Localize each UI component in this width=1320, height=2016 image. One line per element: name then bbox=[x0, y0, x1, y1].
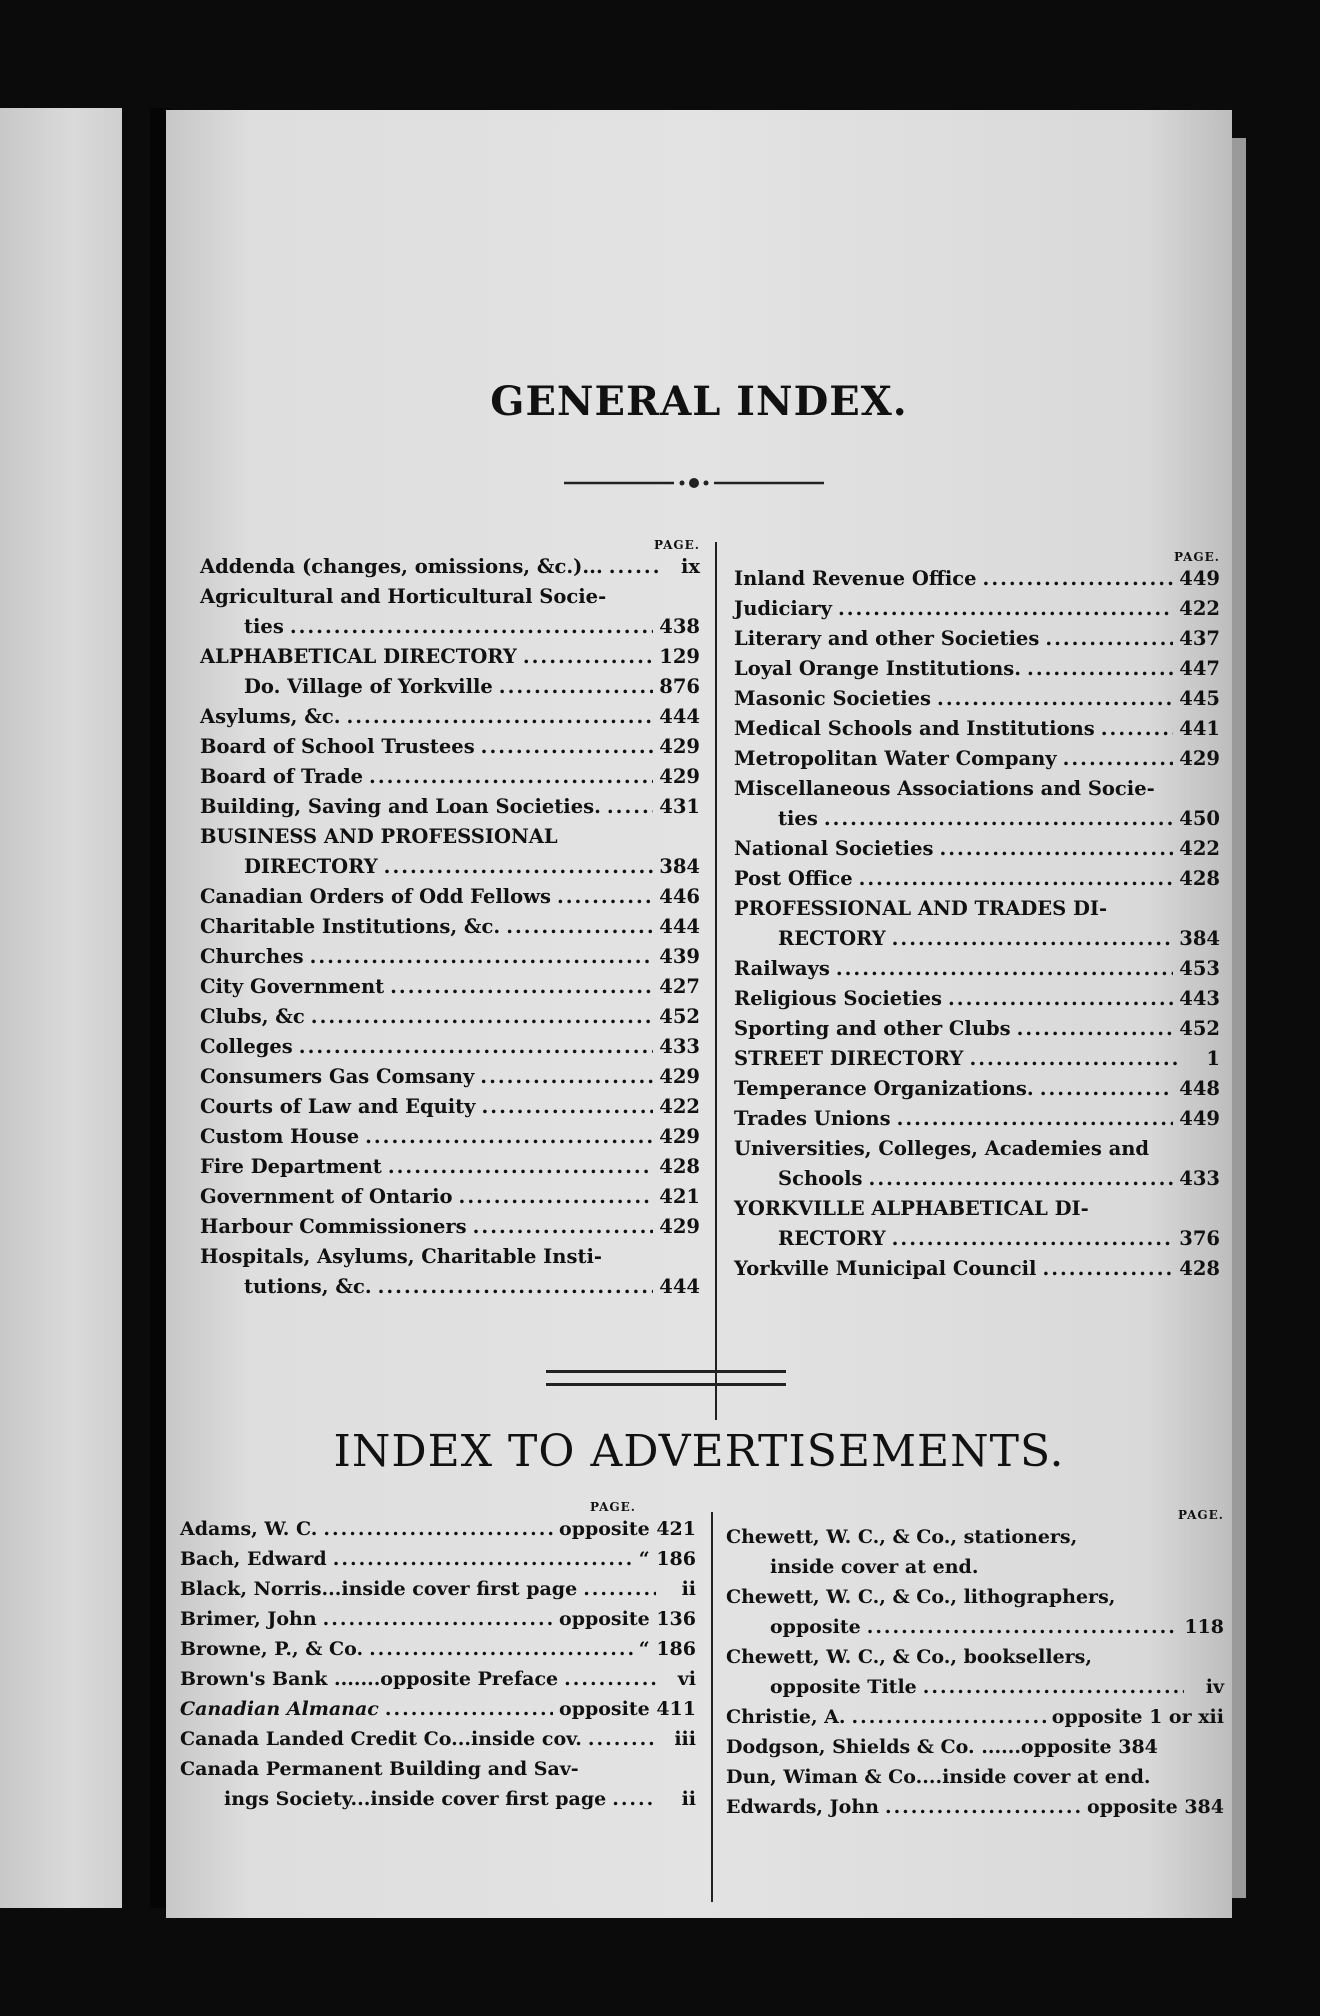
dot-leader bbox=[311, 1002, 654, 1032]
entry-label: Christie, A. bbox=[726, 1706, 846, 1728]
entry-page-number: 433 bbox=[659, 1035, 700, 1058]
entry-label: PROFESSIONAL AND TRADES DI- bbox=[734, 897, 1108, 920]
entry-page-number: 429 bbox=[659, 1125, 700, 1148]
dot-leader bbox=[369, 1634, 633, 1664]
entry-label: Medical Schools and Institutions bbox=[734, 717, 1095, 740]
entry-page-number: 446 bbox=[659, 885, 700, 908]
entry-label: inside cover at end. bbox=[770, 1556, 979, 1578]
index-entry bbox=[726, 1732, 1224, 1762]
entry-page-number: 431 bbox=[659, 795, 700, 818]
entry-page-number: 441 bbox=[1179, 717, 1220, 740]
dot-leader bbox=[290, 612, 653, 642]
entry-page-number: 429 bbox=[659, 735, 700, 758]
column-divider bbox=[711, 1512, 713, 1902]
entry-label: Asylums, &c. bbox=[200, 705, 341, 728]
index-entry bbox=[726, 1582, 1224, 1612]
index-entry bbox=[734, 1104, 1220, 1134]
entry-label: Clubs, &c bbox=[200, 1005, 305, 1028]
index-entry bbox=[734, 564, 1220, 594]
entry-label: Government of Ontario bbox=[200, 1185, 453, 1208]
entry-page-number: 438 bbox=[659, 615, 700, 638]
index-entry bbox=[734, 894, 1220, 924]
dot-leader bbox=[481, 732, 654, 762]
dot-leader bbox=[612, 1784, 656, 1814]
index-entry bbox=[734, 1224, 1220, 1254]
entry-label: National Societies bbox=[734, 837, 934, 860]
entry-page-number: opposite 1 or xii bbox=[1051, 1706, 1224, 1728]
general-index-right-column bbox=[734, 550, 1220, 1284]
entry-label: Inland Revenue Office bbox=[734, 567, 977, 590]
entry-label: Sporting and other Clubs bbox=[734, 1017, 1011, 1040]
entry-page-number: 439 bbox=[659, 945, 700, 968]
index-entry bbox=[734, 684, 1220, 714]
index-entry bbox=[726, 1702, 1224, 1732]
entry-page-number: 429 bbox=[659, 1065, 700, 1088]
index-entry bbox=[734, 714, 1220, 744]
dot-leader bbox=[1063, 744, 1174, 774]
entry-label: Post Office bbox=[734, 867, 853, 890]
section-divider bbox=[546, 1370, 786, 1386]
entry-page-number: 129 bbox=[659, 645, 700, 668]
index-entry bbox=[200, 762, 700, 792]
entry-page-number: 428 bbox=[1179, 867, 1220, 890]
dot-leader bbox=[937, 684, 1173, 714]
entry-page-number: 428 bbox=[659, 1155, 700, 1178]
index-entry bbox=[726, 1522, 1224, 1552]
dot-leader bbox=[523, 642, 653, 672]
index-entry bbox=[200, 942, 700, 972]
entry-label: STREET DIRECTORY bbox=[734, 1047, 964, 1070]
entry-label: Board of Trade bbox=[200, 765, 364, 788]
entry-label: Colleges bbox=[200, 1035, 293, 1058]
dot-leader bbox=[384, 852, 654, 882]
advertisements-right-column bbox=[726, 1508, 1224, 1822]
entry-page-number: 448 bbox=[1179, 1077, 1220, 1100]
index-entry bbox=[734, 1164, 1220, 1194]
dot-leader bbox=[365, 1122, 653, 1152]
dot-leader bbox=[1027, 654, 1173, 684]
index-entry bbox=[734, 1014, 1220, 1044]
index-entry bbox=[200, 972, 700, 1002]
index-entry bbox=[200, 552, 700, 582]
entry-label: Masonic Societies bbox=[734, 687, 932, 710]
entry-page-number: 421 bbox=[659, 1185, 700, 1208]
dot-leader bbox=[1101, 714, 1174, 744]
entry-page-number: 422 bbox=[1179, 597, 1220, 620]
dot-leader bbox=[923, 1672, 1184, 1702]
dot-leader bbox=[473, 1212, 654, 1242]
entry-label: Dodgson, Shields & Co. ......opposite 384 bbox=[726, 1736, 1158, 1758]
entry-label: DIRECTORY bbox=[244, 855, 378, 878]
entry-label: Miscellaneous Associations and Socie- bbox=[734, 777, 1155, 800]
entry-page-number: opposite 136 bbox=[559, 1608, 696, 1630]
entry-label: RECTORY bbox=[778, 927, 886, 950]
entry-label: Canada Permanent Building and Sav- bbox=[180, 1758, 579, 1780]
entry-page-number: 450 bbox=[1179, 807, 1220, 830]
entry-label: Fire Department bbox=[200, 1155, 382, 1178]
entry-page-number: 433 bbox=[1179, 1167, 1220, 1190]
index-entry bbox=[200, 1272, 700, 1302]
entry-label: Temperance Organizations. bbox=[734, 1077, 1034, 1100]
dot-leader bbox=[885, 1792, 1081, 1822]
entry-label: Building, Saving and Loan Societies. bbox=[200, 795, 601, 818]
entry-page-number: “ 186 bbox=[638, 1638, 696, 1660]
index-entry bbox=[734, 624, 1220, 654]
entry-label: Chewett, W. C., & Co., booksellers, bbox=[726, 1646, 1092, 1668]
page-column-heading: PAGE. bbox=[589, 1500, 636, 1514]
entry-label: Trades Unions bbox=[734, 1107, 891, 1130]
entry-label: Courts of Law and Equity bbox=[200, 1095, 476, 1118]
entry-page-number: opposite 411 bbox=[559, 1698, 696, 1720]
dot-leader bbox=[299, 1032, 654, 1062]
dot-leader bbox=[459, 1182, 654, 1212]
index-entry bbox=[726, 1552, 1224, 1582]
entry-page-number: 452 bbox=[659, 1005, 700, 1028]
entry-page-number: ix bbox=[680, 555, 700, 578]
index-entry bbox=[180, 1664, 696, 1694]
dot-leader bbox=[1042, 1254, 1173, 1284]
index-entry bbox=[200, 1152, 700, 1182]
entry-label: Addenda (changes, omissions, &c.)... bbox=[200, 555, 603, 578]
entry-page-number: vi bbox=[677, 1668, 696, 1690]
entry-label: Canadian Orders of Odd Fellows bbox=[200, 885, 551, 908]
entry-page-number: 876 bbox=[659, 675, 700, 698]
entry-page-number: 443 bbox=[1179, 987, 1220, 1010]
dot-leader bbox=[499, 672, 653, 702]
entry-page-number: 118 bbox=[1184, 1616, 1224, 1638]
entry-label: Custom House bbox=[200, 1125, 360, 1148]
dot-leader bbox=[892, 924, 1174, 954]
entry-label: Dun, Wiman & Co....inside cover at end. bbox=[726, 1766, 1151, 1788]
dot-leader bbox=[310, 942, 654, 972]
index-entry bbox=[180, 1754, 696, 1784]
entry-page-number: 444 bbox=[659, 705, 700, 728]
entry-label: Harbour Commissioners bbox=[200, 1215, 467, 1238]
entry-label: Railways bbox=[734, 957, 830, 980]
entry-label: Universities, Colleges, Academies and bbox=[734, 1137, 1150, 1160]
index-entry bbox=[200, 1062, 700, 1092]
entry-label: Judiciary bbox=[734, 597, 832, 620]
index-entry bbox=[734, 804, 1220, 834]
page-column-heading: PAGE. bbox=[1177, 1508, 1224, 1522]
entry-label: Canada Landed Credit Co...inside cov. bbox=[180, 1728, 582, 1750]
general-index-title: GENERAL INDEX. bbox=[490, 378, 908, 425]
index-entry bbox=[734, 774, 1220, 804]
entry-label: Edwards, John bbox=[726, 1796, 879, 1818]
dot-leader bbox=[1045, 624, 1173, 654]
page-column-heading: PAGE. bbox=[653, 538, 700, 552]
dot-leader bbox=[480, 1062, 653, 1092]
column-divider bbox=[715, 542, 717, 1420]
dot-leader bbox=[939, 834, 1173, 864]
entry-label: Literary and other Societies bbox=[734, 627, 1040, 650]
entry-page-number: ii bbox=[681, 1578, 696, 1600]
entry-label: Hospitals, Asylums, Charitable Insti- bbox=[200, 1245, 602, 1268]
dot-leader bbox=[506, 912, 653, 942]
index-entry bbox=[734, 654, 1220, 684]
entry-label: ties bbox=[244, 615, 284, 638]
index-entry bbox=[200, 1002, 700, 1032]
entry-page-number: 444 bbox=[659, 915, 700, 938]
dot-leader bbox=[983, 564, 1174, 594]
book-page bbox=[166, 110, 1232, 1918]
entry-label: City Government bbox=[200, 975, 385, 998]
entry-page-number: opposite 421 bbox=[559, 1518, 696, 1540]
entry-label: Yorkville Municipal Council bbox=[734, 1257, 1037, 1280]
entry-page-number: 429 bbox=[659, 1215, 700, 1238]
dot-leader bbox=[869, 1164, 1174, 1194]
index-entry bbox=[726, 1642, 1224, 1672]
index-entry bbox=[180, 1544, 696, 1574]
dot-leader bbox=[948, 984, 1173, 1014]
entry-page-number: 384 bbox=[659, 855, 700, 878]
entry-page-number: 445 bbox=[1179, 687, 1220, 710]
index-entry bbox=[200, 1122, 700, 1152]
index-entry bbox=[200, 672, 700, 702]
entry-label: Canadian Almanac bbox=[180, 1698, 379, 1720]
dot-leader bbox=[346, 702, 653, 732]
entry-page-number: 384 bbox=[1179, 927, 1220, 950]
dot-leader bbox=[557, 882, 653, 912]
entry-label: Browne, P., & Co. bbox=[180, 1638, 364, 1660]
entry-label: Religious Societies bbox=[734, 987, 942, 1010]
index-entry bbox=[734, 1044, 1220, 1074]
entry-label: Churches bbox=[200, 945, 304, 968]
facing-page-edge bbox=[0, 108, 122, 1908]
entry-label: YORKVILLE ALPHABETICAL DI- bbox=[734, 1197, 1089, 1220]
advertisements-index-title: INDEX TO ADVERTISEMENTS. bbox=[333, 1426, 1065, 1477]
entry-page-number: 452 bbox=[1179, 1017, 1220, 1040]
entry-label: Metropolitan Water Company bbox=[734, 747, 1057, 770]
dot-leader bbox=[852, 1702, 1046, 1732]
entry-page-number: ii bbox=[681, 1788, 696, 1810]
entry-label: Chewett, W. C., & Co., stationers, bbox=[726, 1526, 1078, 1548]
entry-page-number: 444 bbox=[659, 1275, 700, 1298]
index-entry bbox=[200, 822, 700, 852]
dot-leader bbox=[892, 1224, 1174, 1254]
entry-page-number: 447 bbox=[1179, 657, 1220, 680]
index-entry bbox=[726, 1762, 1224, 1792]
index-entry bbox=[200, 852, 700, 882]
index-entry bbox=[734, 834, 1220, 864]
index-entry bbox=[734, 1194, 1220, 1224]
entry-page-number: iii bbox=[674, 1728, 696, 1750]
index-entry bbox=[200, 642, 700, 672]
dot-leader bbox=[607, 792, 653, 822]
entry-label: ties bbox=[778, 807, 818, 830]
index-entry bbox=[200, 882, 700, 912]
index-entry bbox=[200, 582, 700, 612]
index-entry bbox=[726, 1792, 1224, 1822]
dot-leader bbox=[564, 1664, 656, 1694]
entry-label: Black, Norris...inside cover first page bbox=[180, 1578, 578, 1600]
dot-leader bbox=[969, 1044, 1180, 1074]
entry-page-number: iv bbox=[1205, 1676, 1224, 1698]
entry-label: ings Society...inside cover first page bbox=[224, 1788, 607, 1810]
index-entry bbox=[200, 1032, 700, 1062]
dot-leader bbox=[482, 1092, 654, 1122]
index-entry bbox=[734, 864, 1220, 894]
dot-leader bbox=[323, 1514, 553, 1544]
dot-leader bbox=[897, 1104, 1174, 1134]
entry-label: Loyal Orange Institutions. bbox=[734, 657, 1022, 680]
entry-label: Charitable Institutions, &c. bbox=[200, 915, 501, 938]
index-entry bbox=[726, 1612, 1224, 1642]
page-column-heading: PAGE. bbox=[1173, 550, 1220, 564]
index-entry bbox=[200, 1242, 700, 1272]
dot-leader bbox=[1040, 1074, 1174, 1104]
entry-page-number: 422 bbox=[659, 1095, 700, 1118]
index-entry bbox=[200, 1212, 700, 1242]
dot-leader bbox=[824, 804, 1173, 834]
entry-page-number: 429 bbox=[1179, 747, 1220, 770]
advertisements-left-column bbox=[180, 1500, 696, 1814]
entry-page-number: opposite 384 bbox=[1087, 1796, 1224, 1818]
entry-label: Consumers Gas Comsany bbox=[200, 1065, 475, 1088]
dot-leader bbox=[369, 762, 653, 792]
dot-leader bbox=[838, 594, 1173, 624]
entry-label: Agricultural and Horticultural Socie- bbox=[200, 585, 607, 608]
index-entry bbox=[200, 792, 700, 822]
dot-leader bbox=[867, 1612, 1179, 1642]
index-entry bbox=[200, 912, 700, 942]
index-entry bbox=[200, 1092, 700, 1122]
dot-leader bbox=[609, 552, 660, 582]
entry-page-number: 376 bbox=[1179, 1227, 1220, 1250]
dot-leader bbox=[385, 1694, 553, 1724]
dot-leader bbox=[1017, 1014, 1174, 1044]
index-entry bbox=[734, 1134, 1220, 1164]
dot-leader bbox=[388, 1152, 653, 1182]
index-entry bbox=[180, 1574, 696, 1604]
index-entry bbox=[734, 744, 1220, 774]
entry-page-number: 449 bbox=[1179, 567, 1220, 590]
entry-page-number: 453 bbox=[1179, 957, 1220, 980]
entry-label: ALPHABETICAL DIRECTORY bbox=[200, 645, 517, 668]
entry-label: RECTORY bbox=[778, 1227, 886, 1250]
index-entry bbox=[200, 1182, 700, 1212]
index-entry bbox=[180, 1724, 696, 1754]
dot-leader bbox=[859, 864, 1174, 894]
entry-page-number: 428 bbox=[1179, 1257, 1220, 1280]
entry-label: Schools bbox=[778, 1167, 863, 1190]
entry-page-number: 422 bbox=[1179, 837, 1220, 860]
ornament-rule bbox=[564, 476, 824, 490]
entry-label: Do. Village of Yorkville bbox=[244, 675, 493, 698]
entry-page-number: 437 bbox=[1179, 627, 1220, 650]
entry-label: Chewett, W. C., & Co., lithographers, bbox=[726, 1586, 1116, 1608]
entry-page-number: 429 bbox=[659, 765, 700, 788]
entry-label: BUSINESS AND PROFESSIONAL bbox=[200, 825, 558, 848]
dot-leader bbox=[378, 1272, 654, 1302]
page-edge bbox=[1232, 138, 1246, 1898]
entry-label: opposite bbox=[770, 1616, 861, 1638]
index-entry bbox=[200, 612, 700, 642]
entry-label: opposite Title bbox=[770, 1676, 917, 1698]
entry-label: Board of School Trustees bbox=[200, 735, 475, 758]
entry-page-number: “ 186 bbox=[638, 1548, 696, 1570]
index-entry bbox=[180, 1694, 696, 1724]
dot-leader bbox=[836, 954, 1173, 984]
index-entry bbox=[180, 1784, 696, 1814]
entry-label: Brown's Bank .......opposite Preface bbox=[180, 1668, 559, 1690]
index-entry bbox=[734, 1074, 1220, 1104]
entry-label: tutions, &c. bbox=[244, 1275, 372, 1298]
dot-leader bbox=[333, 1544, 633, 1574]
index-entry bbox=[734, 984, 1220, 1014]
index-entry bbox=[200, 702, 700, 732]
entry-label: Adams, W. C. bbox=[180, 1518, 318, 1540]
index-entry bbox=[734, 924, 1220, 954]
dot-leader bbox=[583, 1574, 656, 1604]
entry-page-number: 1 bbox=[1206, 1047, 1220, 1070]
index-entry bbox=[726, 1672, 1224, 1702]
entry-page-number: 449 bbox=[1179, 1107, 1220, 1130]
entry-label: Brimer, John bbox=[180, 1608, 317, 1630]
index-entry bbox=[200, 732, 700, 762]
general-index-left-column bbox=[200, 538, 700, 1302]
entry-label: Bach, Edward bbox=[180, 1548, 327, 1570]
index-entry bbox=[734, 954, 1220, 984]
index-entry bbox=[180, 1604, 696, 1634]
entry-page-number: 427 bbox=[659, 975, 700, 998]
index-entry bbox=[180, 1514, 696, 1544]
index-entry bbox=[180, 1634, 696, 1664]
dot-leader bbox=[323, 1604, 553, 1634]
index-entry bbox=[734, 594, 1220, 624]
index-entry bbox=[734, 1254, 1220, 1284]
dot-leader bbox=[588, 1724, 656, 1754]
dot-leader bbox=[390, 972, 653, 1002]
